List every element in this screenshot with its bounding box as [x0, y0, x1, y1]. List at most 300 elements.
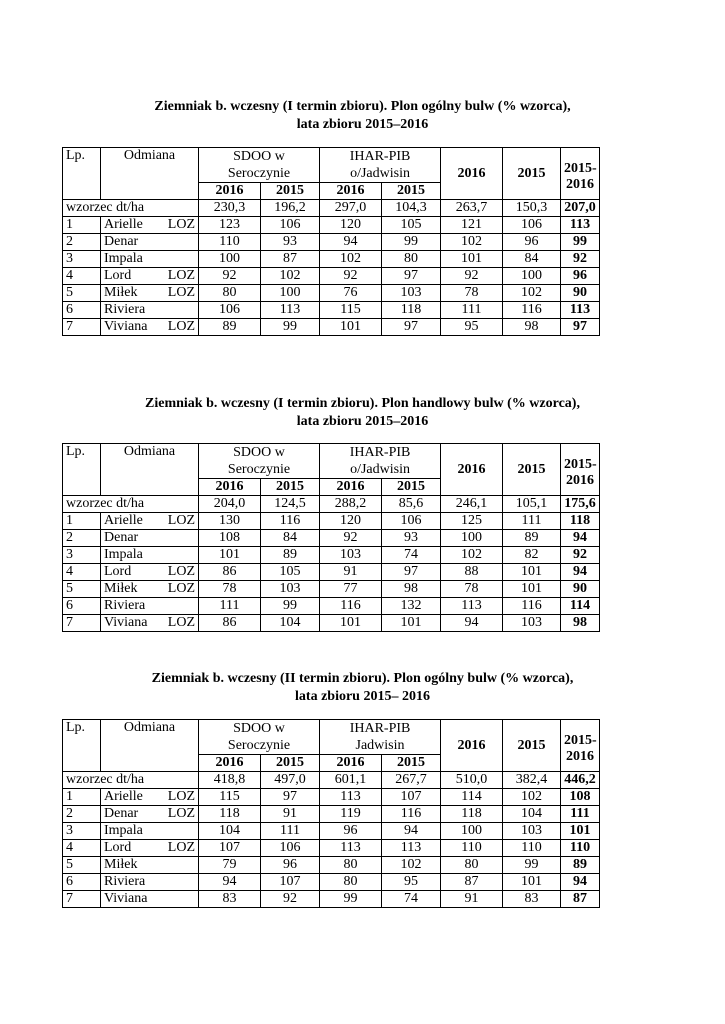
row-value: 99: [261, 598, 320, 615]
table-row: [63, 564, 600, 581]
row-value: 87: [261, 251, 320, 268]
row-value: 103: [320, 547, 382, 564]
wzorzec-value: 196,2: [261, 200, 320, 217]
row-value: 76: [320, 285, 382, 302]
row-value: 125: [441, 513, 503, 530]
wzorzec-value: 382,4: [503, 772, 561, 789]
row-variety: [101, 806, 199, 823]
variety-name: Viviana: [104, 891, 148, 906]
row-value: 102: [503, 285, 561, 302]
loz-tag: LOZ: [167, 513, 195, 528]
variety-name: Impala: [104, 823, 143, 838]
wzorzec-value: 104,3: [382, 200, 441, 217]
table-row: [63, 891, 600, 908]
table-row: [63, 302, 600, 319]
wzorzec-value: 288,2: [320, 496, 382, 513]
header-lp: Lp.: [63, 720, 101, 772]
row-value: 132: [382, 598, 441, 615]
row-value: 105: [261, 564, 320, 581]
sub-2015-ihar: 2015: [382, 755, 441, 772]
row-value: 113: [320, 840, 382, 857]
wzorzec-value: 207,0: [561, 200, 600, 217]
row-value: 101: [441, 251, 503, 268]
table-row: [63, 823, 600, 840]
row-value: 78: [441, 581, 503, 598]
row-value: 87: [561, 891, 600, 908]
header-year-2015: 2015: [503, 148, 561, 200]
row-value: 113: [261, 302, 320, 319]
row-value: 97: [382, 564, 441, 581]
header-lp: Lp.: [63, 148, 101, 200]
row-value: 78: [199, 581, 261, 598]
row-value: 94: [561, 530, 600, 547]
row-value: 115: [199, 789, 261, 806]
row-lp: 4: [63, 564, 101, 581]
wzorzec-value: 601,1: [320, 772, 382, 789]
row-lp: 4: [63, 840, 101, 857]
row-value: 116: [503, 598, 561, 615]
wzorzec-label: wzorzec dt/ha: [63, 200, 199, 217]
variety-name: Impala: [104, 251, 143, 266]
row-value: 100: [441, 823, 503, 840]
row-value: 111: [503, 513, 561, 530]
variety-name: Denar: [104, 234, 139, 249]
row-value: 108: [199, 530, 261, 547]
row-lp: 4: [63, 268, 101, 285]
row-value: 104: [503, 806, 561, 823]
range-line-1: 2015-: [564, 732, 597, 748]
row-value: 96: [320, 823, 382, 840]
loz-tag: LOZ: [167, 319, 195, 334]
row-value: 110: [441, 840, 503, 857]
row-value: 94: [199, 874, 261, 891]
row-variety: [101, 891, 199, 908]
table-row: [63, 806, 600, 823]
row-variety: [101, 615, 199, 632]
table-row: [63, 530, 600, 547]
row-value: 98: [561, 615, 600, 632]
row-value: 118: [382, 302, 441, 319]
row-lp: 6: [63, 598, 101, 615]
range-line-2: 2016: [566, 176, 595, 192]
wzorzec-value: 85,6: [382, 496, 441, 513]
header-group-ihar: [320, 720, 441, 755]
header-year-2016: 2016: [441, 720, 503, 772]
row-value: 98: [382, 581, 441, 598]
section-title: [0, 98, 725, 134]
row-value: 114: [561, 598, 600, 615]
row-value: 106: [503, 217, 561, 234]
sub-2016-sdoo: 2016: [199, 479, 261, 496]
variety-name: Riviera: [104, 598, 146, 613]
row-value: 99: [503, 857, 561, 874]
wzorzec-row: [63, 496, 600, 513]
row-value: 80: [382, 251, 441, 268]
row-value: 83: [503, 891, 561, 908]
group-line-1: IHAR-PIB: [349, 445, 411, 460]
row-value: 103: [261, 581, 320, 598]
row-value: 110: [503, 840, 561, 857]
header-year-2015: 2015: [503, 444, 561, 496]
row-variety: [101, 234, 199, 251]
row-value: 120: [320, 217, 382, 234]
row-value: 108: [561, 789, 600, 806]
wzorzec-value: 124,5: [261, 496, 320, 513]
group-line-1: SDOO w: [233, 149, 285, 164]
row-value: 113: [382, 840, 441, 857]
row-value: 101: [561, 823, 600, 840]
row-value: 102: [382, 857, 441, 874]
header-group-ihar: [320, 444, 441, 479]
row-value: 87: [441, 874, 503, 891]
variety-name: Arielle: [104, 789, 143, 804]
variety-name: Lord: [104, 564, 132, 579]
row-value: 101: [503, 874, 561, 891]
header-odmiana: Odmiana: [101, 148, 199, 200]
header-group-sdoo: [199, 444, 320, 479]
table-row: [63, 874, 600, 891]
variety-name: Lord: [104, 840, 132, 855]
title-line-1: Ziemniak b. wczesny (II termin zbioru). Plon ogólny bulw (% wzorca),: [151, 671, 574, 686]
loz-tag: LOZ: [167, 285, 195, 300]
row-value: 79: [199, 857, 261, 874]
table-row: [63, 251, 600, 268]
row-value: 96: [503, 234, 561, 251]
row-value: 102: [261, 268, 320, 285]
row-value: 101: [382, 615, 441, 632]
row-value: 99: [261, 319, 320, 336]
sub-2015-ihar: 2015: [382, 183, 441, 200]
wzorzec-value: 175,6: [561, 496, 600, 513]
row-value: 78: [441, 285, 503, 302]
row-value: 94: [561, 564, 600, 581]
header-year-2015: 2015: [503, 720, 561, 772]
header-row: [63, 148, 600, 183]
row-value: 91: [261, 806, 320, 823]
row-value: 106: [261, 840, 320, 857]
table-row: [63, 581, 600, 598]
row-value: 92: [561, 251, 600, 268]
row-value: 110: [561, 840, 600, 857]
row-value: 111: [199, 598, 261, 615]
row-value: 107: [382, 789, 441, 806]
variety-name: Riviera: [104, 302, 146, 317]
variety-name: Arielle: [104, 513, 143, 528]
row-value: 90: [561, 581, 600, 598]
header-year-2016: 2016: [441, 444, 503, 496]
row-variety: [101, 302, 199, 319]
row-value: 102: [503, 789, 561, 806]
row-value: 104: [261, 615, 320, 632]
header-lp: Lp.: [63, 444, 101, 496]
table-row: [63, 513, 600, 530]
loz-tag: LOZ: [167, 268, 195, 283]
row-value: 113: [561, 302, 600, 319]
loz-tag: LOZ: [167, 217, 195, 232]
row-lp: 6: [63, 302, 101, 319]
row-value: 101: [320, 615, 382, 632]
row-value: 97: [382, 268, 441, 285]
row-value: 91: [441, 891, 503, 908]
table-row: [63, 547, 600, 564]
group-line-2: Jadwisin: [355, 738, 405, 753]
row-value: 106: [382, 513, 441, 530]
row-value: 101: [320, 319, 382, 336]
row-value: 111: [261, 823, 320, 840]
row-lp: 6: [63, 874, 101, 891]
loz-tag: LOZ: [167, 581, 195, 596]
row-value: 106: [261, 217, 320, 234]
row-value: 100: [261, 285, 320, 302]
row-lp: 1: [63, 217, 101, 234]
row-variety: [101, 598, 199, 615]
row-value: 101: [199, 547, 261, 564]
table-row: [63, 268, 600, 285]
table-row: [63, 285, 600, 302]
header-odmiana: Odmiana: [101, 720, 199, 772]
loz-tag: LOZ: [167, 806, 195, 821]
row-value: 111: [561, 806, 600, 823]
row-value: 97: [382, 319, 441, 336]
variety-name: Viviana: [104, 615, 148, 630]
group-line-2: o/Jadwisin: [350, 166, 410, 181]
loz-tag: LOZ: [167, 840, 195, 855]
row-value: 80: [441, 857, 503, 874]
header-group-ihar: [320, 148, 441, 183]
row-value: 121: [441, 217, 503, 234]
header-odmiana: Odmiana: [101, 444, 199, 496]
row-value: 91: [320, 564, 382, 581]
group-line-2: Seroczynie: [227, 738, 291, 753]
header-row: [63, 720, 600, 755]
row-lp: 5: [63, 285, 101, 302]
row-value: 99: [561, 234, 600, 251]
group-line-1: SDOO w: [233, 445, 285, 460]
table-row: [63, 789, 600, 806]
row-lp: 7: [63, 891, 101, 908]
wzorzec-value: 297,0: [320, 200, 382, 217]
row-variety: [101, 840, 199, 857]
row-value: 74: [382, 891, 441, 908]
group-line-2: o/Jadwisin: [350, 462, 410, 477]
row-value: 84: [503, 251, 561, 268]
row-value: 123: [199, 217, 261, 234]
row-value: 116: [382, 806, 441, 823]
wzorzec-value: 418,8: [199, 772, 261, 789]
row-value: 100: [199, 251, 261, 268]
sub-2016-ihar: 2016: [320, 755, 382, 772]
loz-tag: LOZ: [167, 615, 195, 630]
title-line-2: lata zbioru 2015–2016: [296, 117, 429, 132]
variety-name: Denar: [104, 530, 139, 545]
row-value: 100: [503, 268, 561, 285]
row-value: 95: [441, 319, 503, 336]
range-line-1: 2015-: [564, 456, 597, 472]
row-lp: 3: [63, 251, 101, 268]
section-title: [0, 670, 725, 706]
group-line-2: Seroczynie: [227, 462, 291, 477]
table-row: [63, 598, 600, 615]
row-lp: 2: [63, 234, 101, 251]
range-line-1: 2015-: [564, 160, 597, 176]
row-value: 113: [561, 217, 600, 234]
sub-2015-sdoo: 2015: [261, 183, 320, 200]
title-line-1: Ziemniak b. wczesny (I termin zbioru). Plon ogólny bulw (% wzorca),: [154, 99, 571, 114]
variety-name: Impala: [104, 547, 143, 562]
variety-name: Arielle: [104, 217, 143, 232]
yield-table: [62, 443, 600, 632]
row-value: 102: [441, 234, 503, 251]
row-value: 86: [199, 564, 261, 581]
row-value: 84: [261, 530, 320, 547]
row-variety: [101, 530, 199, 547]
row-value: 107: [261, 874, 320, 891]
variety-name: Denar: [104, 806, 139, 821]
range-line-2: 2016: [566, 472, 595, 488]
row-variety: [101, 823, 199, 840]
row-variety: [101, 268, 199, 285]
row-value: 101: [503, 581, 561, 598]
row-value: 118: [441, 806, 503, 823]
row-value: 105: [382, 217, 441, 234]
row-value: 96: [261, 857, 320, 874]
header-range: [561, 148, 600, 200]
row-lp: 1: [63, 789, 101, 806]
loz-tag: LOZ: [167, 564, 195, 579]
wzorzec-label: wzorzec dt/ha: [63, 772, 199, 789]
row-value: 77: [320, 581, 382, 598]
variety-name: Miłek: [104, 581, 138, 596]
row-variety: [101, 547, 199, 564]
row-value: 102: [441, 547, 503, 564]
wzorzec-row: [63, 200, 600, 217]
row-variety: [101, 581, 199, 598]
header-range: [561, 720, 600, 772]
wzorzec-value: 246,1: [441, 496, 503, 513]
row-value: 120: [320, 513, 382, 530]
sub-2015-sdoo: 2015: [261, 755, 320, 772]
row-value: 89: [261, 547, 320, 564]
row-value: 130: [199, 513, 261, 530]
row-lp: 2: [63, 530, 101, 547]
header-group-sdoo: [199, 148, 320, 183]
wzorzec-value: 446,2: [561, 772, 600, 789]
sub-2016-sdoo: 2016: [199, 755, 261, 772]
sub-2016-ihar: 2016: [320, 479, 382, 496]
row-value: 90: [561, 285, 600, 302]
row-variety: [101, 513, 199, 530]
wzorzec-value: 150,3: [503, 200, 561, 217]
row-value: 92: [320, 530, 382, 547]
group-line-1: IHAR-PIB: [349, 149, 411, 164]
row-value: 114: [441, 789, 503, 806]
row-value: 118: [199, 806, 261, 823]
title-line-2: lata zbioru 2015– 2016: [295, 689, 430, 704]
yield-table: [62, 147, 600, 336]
table-row: [63, 217, 600, 234]
yield-table: [62, 719, 600, 908]
header-range: [561, 444, 600, 496]
row-value: 107: [199, 840, 261, 857]
row-value: 94: [382, 823, 441, 840]
row-lp: 3: [63, 547, 101, 564]
row-value: 92: [199, 268, 261, 285]
row-lp: 5: [63, 857, 101, 874]
row-value: 93: [382, 530, 441, 547]
row-value: 95: [382, 874, 441, 891]
sub-2016-sdoo: 2016: [199, 183, 261, 200]
row-value: 102: [320, 251, 382, 268]
wzorzec-value: 204,0: [199, 496, 261, 513]
header-year-2016: 2016: [441, 148, 503, 200]
row-value: 92: [561, 547, 600, 564]
table-row: [63, 840, 600, 857]
row-value: 115: [320, 302, 382, 319]
row-value: 104: [199, 823, 261, 840]
row-value: 80: [199, 285, 261, 302]
row-value: 92: [441, 268, 503, 285]
row-value: 116: [320, 598, 382, 615]
row-lp: 1: [63, 513, 101, 530]
row-value: 113: [320, 789, 382, 806]
sub-2015-sdoo: 2015: [261, 479, 320, 496]
row-value: 94: [441, 615, 503, 632]
range-line-2: 2016: [566, 748, 595, 764]
row-value: 119: [320, 806, 382, 823]
row-value: 92: [320, 268, 382, 285]
row-value: 103: [382, 285, 441, 302]
row-value: 99: [320, 891, 382, 908]
row-value: 116: [261, 513, 320, 530]
row-variety: [101, 251, 199, 268]
row-lp: 3: [63, 823, 101, 840]
wzorzec-row: [63, 772, 600, 789]
row-value: 80: [320, 874, 382, 891]
wzorzec-value: 510,0: [441, 772, 503, 789]
table-row: [63, 234, 600, 251]
sub-2015-ihar: 2015: [382, 479, 441, 496]
loz-tag: LOZ: [167, 789, 195, 804]
row-value: 83: [199, 891, 261, 908]
table-row: [63, 857, 600, 874]
group-line-2: Seroczynie: [227, 166, 291, 181]
row-value: 101: [503, 564, 561, 581]
title-line-2: lata zbioru 2015–2016: [296, 414, 429, 429]
row-value: 97: [561, 319, 600, 336]
row-value: 89: [503, 530, 561, 547]
row-lp: 7: [63, 615, 101, 632]
row-value: 99: [382, 234, 441, 251]
row-value: 89: [561, 857, 600, 874]
title-line-1: Ziemniak b. wczesny (I termin zbioru). Plon handlowy bulw (% wzorca),: [145, 396, 580, 411]
table-row: [63, 615, 600, 632]
row-value: 116: [503, 302, 561, 319]
row-variety: [101, 285, 199, 302]
group-line-1: SDOO w: [233, 721, 285, 736]
row-lp: 5: [63, 581, 101, 598]
row-value: 80: [320, 857, 382, 874]
row-value: 88: [441, 564, 503, 581]
variety-name: Miłek: [104, 857, 138, 872]
row-value: 97: [261, 789, 320, 806]
row-value: 118: [561, 513, 600, 530]
wzorzec-value: 105,1: [503, 496, 561, 513]
row-value: 110: [199, 234, 261, 251]
row-lp: 7: [63, 319, 101, 336]
row-value: 93: [261, 234, 320, 251]
wzorzec-label: wzorzec dt/ha: [63, 496, 199, 513]
wzorzec-value: 230,3: [199, 200, 261, 217]
